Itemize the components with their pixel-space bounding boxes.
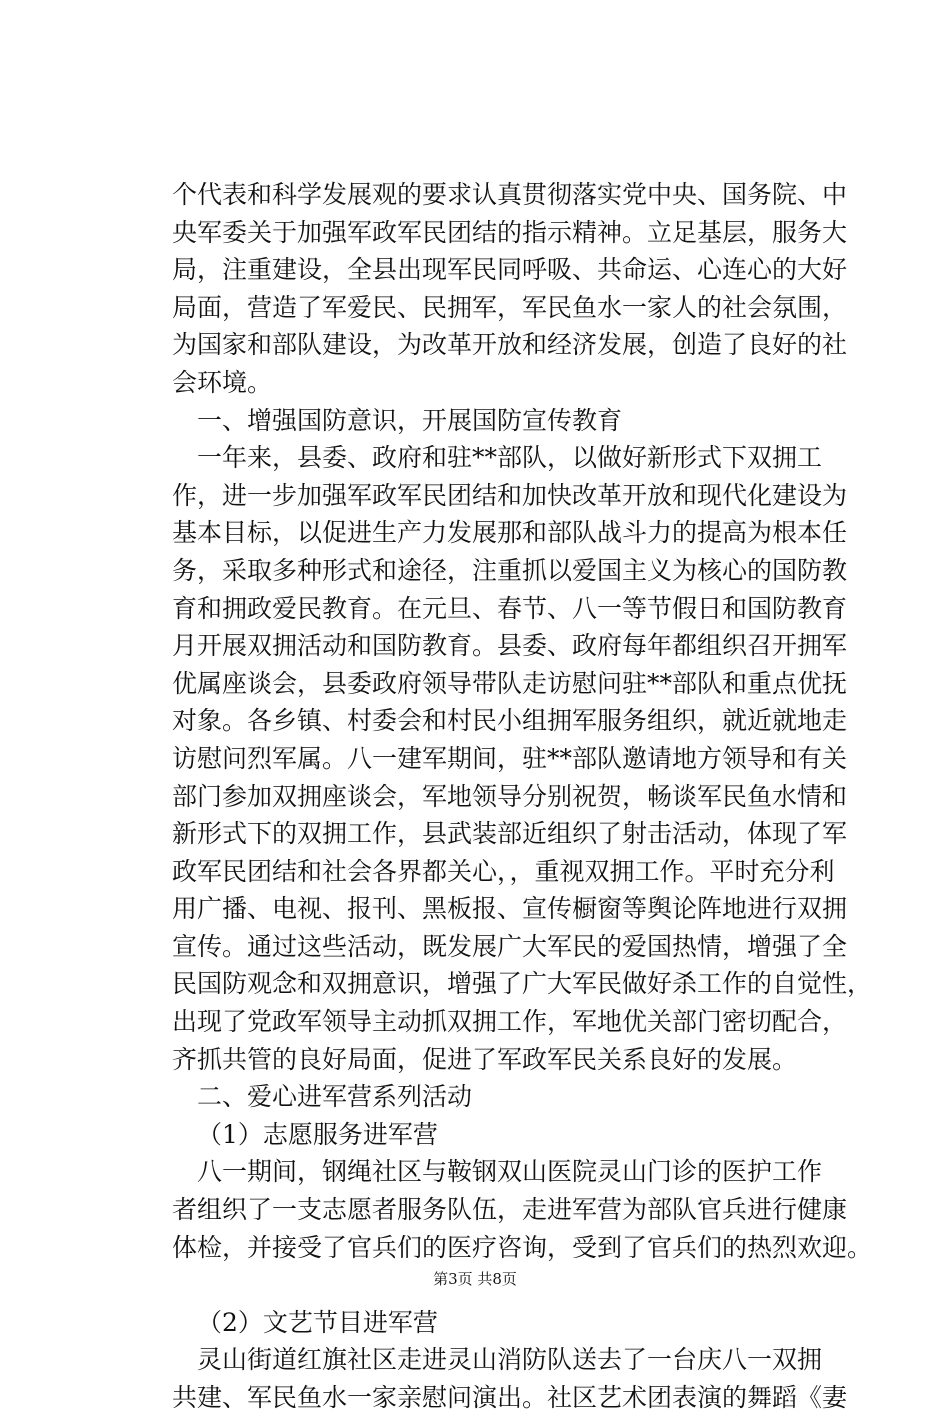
text-line: 对象。各乡镇、村委会和村民小组拥军服务组织，就近就地走 [172, 706, 848, 736]
text-line: 局面，营造了军爱民、民拥军，军民鱼水一家人的社会氛围， [172, 292, 848, 322]
paragraph-first-line: 八一期间，钢绳社区与鞍钢双山医院灵山门诊的医护工作 [197, 1157, 823, 1187]
text-line: 体检，并接受了官兵们的医疗咨询，受到了官兵们的热烈欢迎。 [172, 1232, 873, 1262]
text-line: 局，注重建设，全县出现军民同呼吸、共命运、心连心的大好 [172, 255, 848, 285]
text-line: 优属座谈会，县委政府领导带队走访慰问驻**部队和重点优抚 [172, 668, 848, 698]
text-line: 务，采取多种形式和途径，注重抓以爱国主义为核心的国防教 [172, 555, 848, 585]
section-heading: 一、增强国防意识，开展国防宣传教育 [197, 405, 623, 435]
text-line: 部门参加双拥座谈会，军地领导分别祝贺，畅谈军民鱼水情和 [172, 781, 848, 811]
text-line: 为国家和部队建设，为改革开放和经济发展，创造了良好的社 [172, 330, 848, 360]
text-line: 者组织了一支志愿者服务队伍，走进军营为部队官兵进行健康 [172, 1195, 848, 1225]
text-line: 访慰问烈军属。八一建军期间，驻**部队邀请地方领导和有关 [172, 743, 848, 773]
text-line: 民国防观念和双拥意识，增强了广大军民做好杀工作的自觉性， [172, 969, 873, 999]
text-line: 出现了党政军领导主动抓双拥工作，军地优关部门密切配合， [172, 1007, 848, 1037]
text-line: 共建、军民鱼水一家亲慰问演出。社区艺术团表演的舞蹈《妻 [172, 1383, 848, 1412]
subsection-heading: （1）志愿服务进军营 [197, 1119, 438, 1149]
text-line: 基本目标，以促进生产力发展那和部队战斗力的提高为根本任 [172, 518, 848, 548]
text-line: 会环境。 [172, 367, 273, 397]
text-line: 新形式下的双拥工作，县武装部近组织了射击活动，体现了军 [172, 819, 848, 849]
text-line: 个代表和科学发展观的要求认真贯彻落实党中央、国务院、中 [172, 180, 848, 209]
text-line: 育和拥政爱民教育。在元旦、春节、八一等节假日和国防教育 [172, 593, 848, 623]
document-body [172, 176, 873, 1417]
text-line: 央军委关于加强军政军民团结的指示精神。立足基层，服务大 [172, 217, 848, 247]
paragraph-first-line: 灵山街道红旗社区走进灵山消防队送去了一台庆八一双拥 [197, 1345, 823, 1375]
text-line: 政军民团结和社会各界都关心，，重视双拥工作。平时充分利 [172, 856, 835, 886]
page-footer: 第3页 共8页 [433, 1270, 517, 1288]
section-heading: 二、爱心进军营系列活动 [197, 1082, 473, 1112]
paragraph-first-line: 一年来，县委、政府和驻**部队，以做好新形式下双拥工 [197, 443, 823, 473]
text-line: 宣传。通过这些活动，既发展广大军民的爱国热情，增强了全 [172, 931, 848, 961]
text-line: 月开展双拥活动和国防教育。县委、政府每年都组织召开拥军 [172, 631, 848, 661]
subsection-heading: （2）文艺节目进军营 [197, 1307, 438, 1337]
text-line: 齐抓共管的良好局面，促进了军政军民关系良好的发展。 [172, 1044, 798, 1074]
text-line: 作，进一步加强军政军民团结和加快改革开放和现代化建设为 [172, 480, 848, 510]
text-line: 用广播、电视、报刊、黑板报、宣传橱窗等舆论阵地进行双拥 [172, 894, 848, 924]
